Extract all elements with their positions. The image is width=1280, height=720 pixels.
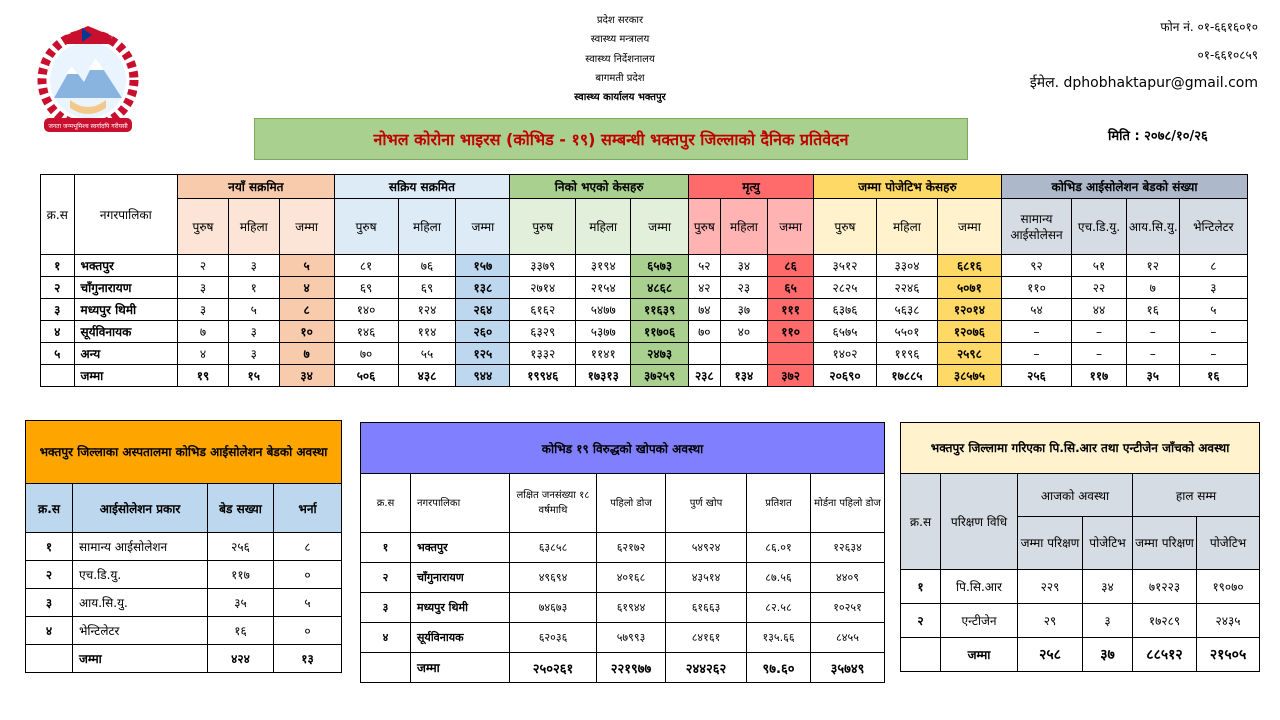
vacc-row-pct: ८२.५८ — [747, 593, 811, 623]
vacc-total-cell: ३५७४९ — [811, 653, 885, 683]
row-total: ११७०६ — [631, 321, 689, 343]
row-isolation: १२ — [1126, 255, 1179, 277]
row-female: १२४ — [398, 299, 456, 321]
row-male: ३५१२ — [814, 255, 877, 277]
vacc-row-d1: ४०१६८ — [597, 563, 666, 593]
sub-total: जम्मा — [279, 199, 334, 255]
beds-col-sn: क्र.स — [26, 484, 73, 533]
row-male: ७० — [334, 343, 398, 365]
vacc-row-full: ४३५१४ — [666, 563, 747, 593]
total-cell: २०६९० — [814, 365, 877, 387]
vacc-total-cell: ९७.६० — [747, 653, 811, 683]
tests-row-t2: १७२८९ — [1133, 604, 1197, 638]
row-isolation: – — [1072, 321, 1127, 343]
vacc-row-pop: ७४६७३ — [510, 593, 597, 623]
sub-male: पुरुष — [814, 199, 877, 255]
beds-row-type: एच.डि.यु. — [73, 561, 208, 589]
vacc-row-municipality: सूर्यविनायक — [411, 623, 510, 653]
table-row — [361, 533, 885, 563]
tests-row-t2: ७१२२३ — [1133, 570, 1197, 604]
total-cell: १७३१३ — [576, 365, 631, 387]
row-male: ४२ — [689, 277, 720, 299]
vacc-row-pop: ६३८५८ — [510, 533, 597, 563]
row-female — [720, 343, 768, 365]
tests-row-sn: २ — [901, 604, 941, 638]
row-total: १२०१४ — [937, 299, 1001, 321]
total-cell: २५६ — [1001, 365, 1071, 387]
sub-total: जम्मा — [456, 199, 510, 255]
vaccination-table — [360, 422, 885, 683]
tests-total-cell: २५८ — [1018, 638, 1083, 672]
vacc-row-mod: ४४०९ — [811, 563, 885, 593]
tests-total-cell: २१५०५ — [1197, 638, 1260, 672]
tests-row-p1: ३४ — [1083, 570, 1133, 604]
total-cell: ३५ — [1126, 365, 1179, 387]
row-total: २६४ — [456, 299, 510, 321]
row-isolation: १६ — [1126, 299, 1179, 321]
phone-1: फोन नं. ०१-६६१६०१० — [1160, 20, 1258, 34]
row-female: ४० — [720, 321, 768, 343]
table-row — [26, 589, 342, 617]
vacc-row-full: ६१६६३ — [666, 593, 747, 623]
sub-total: जम्मा — [631, 199, 689, 255]
row-total: २६० — [456, 321, 510, 343]
group-total-positive: जम्मा पोजेटिभ केसहरु — [814, 175, 1002, 199]
sub-male: पुरुष — [334, 199, 398, 255]
total-cell: ३७२ — [768, 365, 814, 387]
tests-row-p2: २४३५ — [1197, 604, 1260, 638]
hospital-beds-table — [25, 420, 342, 673]
total-cell: १३४ — [720, 365, 768, 387]
tests-row-p2: १९०७० — [1197, 570, 1260, 604]
phone-2: ०१-६६१०८५९ — [1197, 48, 1258, 62]
row-male: २ — [178, 255, 229, 277]
row-total: ४८६८ — [631, 277, 689, 299]
row-male: ७४ — [689, 299, 720, 321]
beds-row-count: ११७ — [208, 561, 274, 589]
group-active: सक्रिय सक्रमित — [334, 175, 510, 199]
tests-row-method: पि.सि.आर — [941, 570, 1018, 604]
total-cell: ११७ — [1072, 365, 1127, 387]
vacc-row-sn: १ — [361, 533, 411, 563]
report-title: नोभल कोरोना भाइरस (कोभिड - १९) सम्बन्धी भक्तपुर जिल्लाको दैनिक प्रतिवेदन — [254, 118, 968, 160]
group-recovered: निको भएको केसहरु — [510, 175, 689, 199]
beds-row-count: ३५ — [208, 589, 274, 617]
table-row — [26, 561, 342, 589]
beds-row-type: आय.सि.यु. — [73, 589, 208, 617]
vacc-row-pct: १३५.६६ — [747, 623, 811, 653]
total-cell: ४३८ — [398, 365, 456, 387]
row-isolation: – — [1001, 321, 1071, 343]
row-total: ६५७३ — [631, 255, 689, 277]
vacc-row-mod: ८४५५ — [811, 623, 885, 653]
col-sn: क्र.स — [41, 175, 75, 255]
sub-female: महिला — [576, 199, 631, 255]
vacc-row-pct: ८७.५६ — [747, 563, 811, 593]
row-isolation: २२ — [1072, 277, 1127, 299]
row-total: १० — [279, 321, 334, 343]
beds-row-count: १६ — [208, 617, 274, 645]
beds-title: भक्तपुर जिल्लाका अस्पतालमा कोभिड आईसोलेशन बेडको अवस्था — [26, 421, 342, 484]
beds-row-admitted: ८ — [274, 533, 342, 561]
row-total: ८६ — [768, 255, 814, 277]
beds-row-sn: ४ — [26, 617, 73, 645]
row-isolation: ८ — [1179, 255, 1247, 277]
total-cell: १९९४६ — [510, 365, 576, 387]
row-male: ६५७५ — [814, 321, 877, 343]
row-total: १३८ — [456, 277, 510, 299]
table-row — [361, 623, 885, 653]
tests-row-method: एन्टीजेन — [941, 604, 1018, 638]
vacc-row-full: ८४१६१ — [666, 623, 747, 653]
table-row — [26, 533, 342, 561]
daily-report-table — [40, 174, 1248, 387]
vacc-row-mod: १२६३४ — [811, 533, 885, 563]
vacc-title: कोभिड १९ विरुद्धको खोपको अवस्था — [361, 423, 885, 474]
beds-row-type: भेन्टिलेटर — [73, 617, 208, 645]
total-cell: ९४४ — [456, 365, 510, 387]
total-cell: ३८५७५ — [937, 365, 1001, 387]
beds-row-admitted: ० — [274, 561, 342, 589]
row-female: ६९ — [398, 277, 456, 299]
table-row — [41, 343, 1248, 365]
sub-ventilator: भेन्टिलेटर — [1179, 199, 1247, 255]
row-municipality: सूर्यविनायक — [74, 321, 178, 343]
row-female: ११४ — [398, 321, 456, 343]
sub-female: महिला — [720, 199, 768, 255]
total-cell: १९ — [178, 365, 229, 387]
tests-table — [900, 422, 1260, 672]
beds-col-count: बेड सख्या — [208, 484, 274, 533]
vacc-row-mod: १०२५१ — [811, 593, 885, 623]
tests-row-p1: ३ — [1083, 604, 1133, 638]
row-female: ५४७७ — [576, 299, 631, 321]
row-female: ३ — [228, 321, 279, 343]
row-total: ५ — [279, 255, 334, 277]
header-line-1: प्रदेश सरकार — [596, 15, 644, 26]
vacc-col-full: पुर्ण खोप — [666, 474, 747, 533]
row-total: ८ — [279, 299, 334, 321]
sub-male: पुरुष — [689, 199, 720, 255]
row-female: ५ — [228, 299, 279, 321]
vacc-total-cell: २५०२६१ — [510, 653, 597, 683]
row-male: १३३२ — [510, 343, 576, 365]
vacc-row-sn: २ — [361, 563, 411, 593]
row-female: ३ — [228, 343, 279, 365]
beds-total-count: ४२४ — [208, 645, 274, 673]
row-sn: ३ — [41, 299, 75, 321]
row-male: २७१४ — [510, 277, 576, 299]
row-male: ३ — [178, 299, 229, 321]
beds-total-label: जम्मा — [73, 645, 208, 673]
row-female: ३७ — [720, 299, 768, 321]
table-row — [901, 570, 1260, 604]
vacc-total-cell: २४४२६२ — [666, 653, 747, 683]
row-isolation: – — [1179, 343, 1247, 365]
row-municipality: मध्यपुर थिमी — [74, 299, 178, 321]
beds-row-sn: ३ — [26, 589, 73, 617]
vacc-row-d1: ६१९४४ — [597, 593, 666, 623]
row-isolation: ११० — [1001, 277, 1071, 299]
row-total: २५९८ — [937, 343, 1001, 365]
row-female: ३४ — [720, 255, 768, 277]
group-isolation-beds: कोभिड आईसोलेशन बेडको संख्या — [1001, 175, 1247, 199]
vacc-row-pop: ६२०३६ — [510, 623, 597, 653]
row-female: २३ — [720, 277, 768, 299]
nepal-emblem-logo — [14, 22, 162, 140]
tests-sub-total: जम्मा परिक्षण — [1018, 517, 1083, 570]
row-female: ५६३८ — [876, 299, 937, 321]
email: ईमेल. dphobhaktapur@gmail.com — [1029, 75, 1258, 91]
vacc-total-cell: २२१९७७ — [597, 653, 666, 683]
beds-total-row — [26, 645, 342, 673]
tests-row-t1: २९ — [1018, 604, 1083, 638]
row-municipality: अन्य — [74, 343, 178, 365]
sub-total: जम्मा — [937, 199, 1001, 255]
row-female: ५५ — [398, 343, 456, 365]
total-cell: १७८८५ — [876, 365, 937, 387]
vacc-row-full: ५४९२४ — [666, 533, 747, 563]
row-female: ११४१ — [576, 343, 631, 365]
vacc-total-row — [361, 653, 885, 683]
tests-sub-total: जम्मा परिक्षण — [1133, 517, 1197, 570]
row-male: ३ — [178, 277, 229, 299]
sub-general-isolation: सामान्य आईसोलेसन — [1001, 199, 1071, 255]
row-isolation: ७ — [1126, 277, 1179, 299]
tests-sub-positive: पोजेटिभ — [1197, 517, 1260, 570]
row-male: ६३२९ — [510, 321, 576, 343]
row-male: १४० — [334, 299, 398, 321]
table-row — [361, 563, 885, 593]
sub-female: महिला — [876, 199, 937, 255]
total-cell: १५ — [228, 365, 279, 387]
sub-female: महिला — [398, 199, 456, 255]
row-total: १२५ — [456, 343, 510, 365]
total-cell: २३८ — [689, 365, 720, 387]
row-total: ६५ — [768, 277, 814, 299]
vacc-row-municipality: भक्तपुर — [411, 533, 510, 563]
vacc-col-moderna: मोर्डना पहिलो डोज — [811, 474, 885, 533]
row-female: ५३७७ — [576, 321, 631, 343]
report-date: मिति : २०७८/१०/२६ — [1108, 129, 1208, 144]
row-male: ४ — [178, 343, 229, 365]
vacc-row-municipality: मध्यपुर थिमी — [411, 593, 510, 623]
tests-sub-positive: पोजेटिभ — [1083, 517, 1133, 570]
vacc-col-municipality: नगरपालिका — [411, 474, 510, 533]
sub-male: पुरुष — [510, 199, 576, 255]
table-row — [26, 617, 342, 645]
row-female: ३१९४ — [576, 255, 631, 277]
table-row — [361, 593, 885, 623]
total-cell: १६ — [1179, 365, 1247, 387]
row-male: ७ — [178, 321, 229, 343]
row-male — [689, 343, 720, 365]
row-isolation: ९२ — [1001, 255, 1071, 277]
row-total: १५७ — [456, 255, 510, 277]
table-row — [901, 604, 1260, 638]
vacc-row-pop: ४९६९४ — [510, 563, 597, 593]
beds-col-admitted: भर्ना — [274, 484, 342, 533]
row-isolation: – — [1126, 343, 1179, 365]
header-line-4: बागमती प्रदेश — [595, 73, 645, 84]
vacc-col-percent: प्रतिशत — [747, 474, 811, 533]
row-sn: ५ — [41, 343, 75, 365]
row-male: ६३७६ — [814, 299, 877, 321]
row-female: ११९६ — [876, 343, 937, 365]
row-total: १२०७६ — [937, 321, 1001, 343]
sub-hdu: एच.डि.यु. — [1072, 199, 1127, 255]
vacc-col-target-pop: लक्षित जनसंख्या १८ वर्षमाथि — [510, 474, 597, 533]
vacc-row-sn: ४ — [361, 623, 411, 653]
row-isolation: ४४ — [1072, 299, 1127, 321]
row-total: ७ — [279, 343, 334, 365]
col-municipality: नगरपालिका — [74, 175, 178, 255]
row-isolation: ५४ — [1001, 299, 1071, 321]
table-total-row — [41, 365, 1248, 387]
row-female: ३ — [228, 255, 279, 277]
vacc-col-first-dose: पहिलो डोज — [597, 474, 666, 533]
tests-title: भक्तपुर जिल्लामा गरिएका पि.सि.आर तथा एन्टीजेन जाँचको अवस्था — [901, 423, 1260, 474]
beds-row-sn: १ — [26, 533, 73, 561]
row-isolation: ३ — [1179, 277, 1247, 299]
group-new-infected: नयाँ सक्रमित — [178, 175, 334, 199]
vacc-row-pct: ८६.०१ — [747, 533, 811, 563]
row-municipality: भक्तपुर — [74, 255, 178, 277]
sub-total: जम्मा — [768, 199, 814, 255]
tests-col-method: परिक्षण विधि — [941, 474, 1018, 570]
row-female: ५५०१ — [876, 321, 937, 343]
row-sn: १ — [41, 255, 75, 277]
svg-text:जनता जन्मभूमिश्च स्वर्गादपि गर: जनता जन्मभूमिश्च स्वर्गादपि गरीयसी — [48, 123, 128, 130]
table-row — [41, 277, 1248, 299]
row-male: १४०२ — [814, 343, 877, 365]
row-isolation: ५१ — [1072, 255, 1127, 277]
row-male: १४६ — [334, 321, 398, 343]
header-line-2: स्वास्थ्य मन्त्रालय — [590, 34, 650, 45]
row-male: ८१ — [334, 255, 398, 277]
vacc-col-sn: क्र.स — [361, 474, 411, 533]
row-female: ३३०४ — [876, 255, 937, 277]
tests-col-cumulative: हाल सम्म — [1133, 474, 1260, 517]
row-male: २८२५ — [814, 277, 877, 299]
header-line-5: स्वास्थ्य कार्यालय भक्तपुर — [574, 92, 666, 103]
header-line-3: स्वास्थ्य निर्देशनालय — [585, 54, 655, 65]
table-row — [41, 255, 1248, 277]
sub-icu: आय.सि.यु. — [1126, 199, 1179, 255]
row-isolation: ५ — [1179, 299, 1247, 321]
vacc-row-d1: ६२१७२ — [597, 533, 666, 563]
beds-row-count: २५६ — [208, 533, 274, 561]
row-female: २२४६ — [876, 277, 937, 299]
row-total: ४ — [279, 277, 334, 299]
row-sn: २ — [41, 277, 75, 299]
tests-total-row — [901, 638, 1260, 672]
beds-row-admitted: ५ — [274, 589, 342, 617]
total-label: जम्मा — [74, 365, 178, 387]
row-municipality: चाँगुनारायण — [74, 277, 178, 299]
row-total — [768, 343, 814, 365]
row-female: १ — [228, 277, 279, 299]
row-total: ५०७१ — [937, 277, 1001, 299]
beds-row-type: सामान्य आईसोलेशन — [73, 533, 208, 561]
tests-col-sn: क्र.स — [901, 474, 941, 570]
table-row — [41, 299, 1248, 321]
row-isolation: – — [1072, 343, 1127, 365]
beds-col-type: आईसोलेशन प्रकार — [73, 484, 208, 533]
beds-total-admitted: १३ — [274, 645, 342, 673]
tests-total-label: जम्मा — [941, 638, 1018, 672]
sub-male: पुरुष — [178, 199, 229, 255]
row-male: ५२ — [689, 255, 720, 277]
row-sn: ४ — [41, 321, 75, 343]
table-row — [41, 321, 1248, 343]
row-isolation: – — [1179, 321, 1247, 343]
row-total: २४७३ — [631, 343, 689, 365]
tests-col-today: आजको अवस्था — [1018, 474, 1133, 517]
vacc-total-label: जम्मा — [411, 653, 510, 683]
tests-row-sn: १ — [901, 570, 941, 604]
beds-row-admitted: ० — [274, 617, 342, 645]
vacc-row-municipality: चाँगुनारायण — [411, 563, 510, 593]
total-cell: ३७२५९ — [631, 365, 689, 387]
row-total: १११ — [768, 299, 814, 321]
row-male: ७० — [689, 321, 720, 343]
group-deaths: मृत्यु — [689, 175, 814, 199]
vacc-row-d1: ५७९९३ — [597, 623, 666, 653]
tests-row-t1: २२९ — [1018, 570, 1083, 604]
row-female: २१५४ — [576, 277, 631, 299]
row-female: ७६ — [398, 255, 456, 277]
row-isolation: – — [1001, 343, 1071, 365]
sub-female: महिला — [228, 199, 279, 255]
beds-row-sn: २ — [26, 561, 73, 589]
total-cell: ३४ — [279, 365, 334, 387]
row-total: ११० — [768, 321, 814, 343]
row-total: ६८१६ — [937, 255, 1001, 277]
vacc-row-sn: ३ — [361, 593, 411, 623]
row-total: ११६३९ — [631, 299, 689, 321]
tests-total-cell: ३७ — [1083, 638, 1133, 672]
row-male: ३३७९ — [510, 255, 576, 277]
row-isolation: – — [1126, 321, 1179, 343]
row-male: ६१६२ — [510, 299, 576, 321]
row-male: ६९ — [334, 277, 398, 299]
total-cell: ५०६ — [334, 365, 398, 387]
tests-total-cell: ८८५१२ — [1133, 638, 1197, 672]
